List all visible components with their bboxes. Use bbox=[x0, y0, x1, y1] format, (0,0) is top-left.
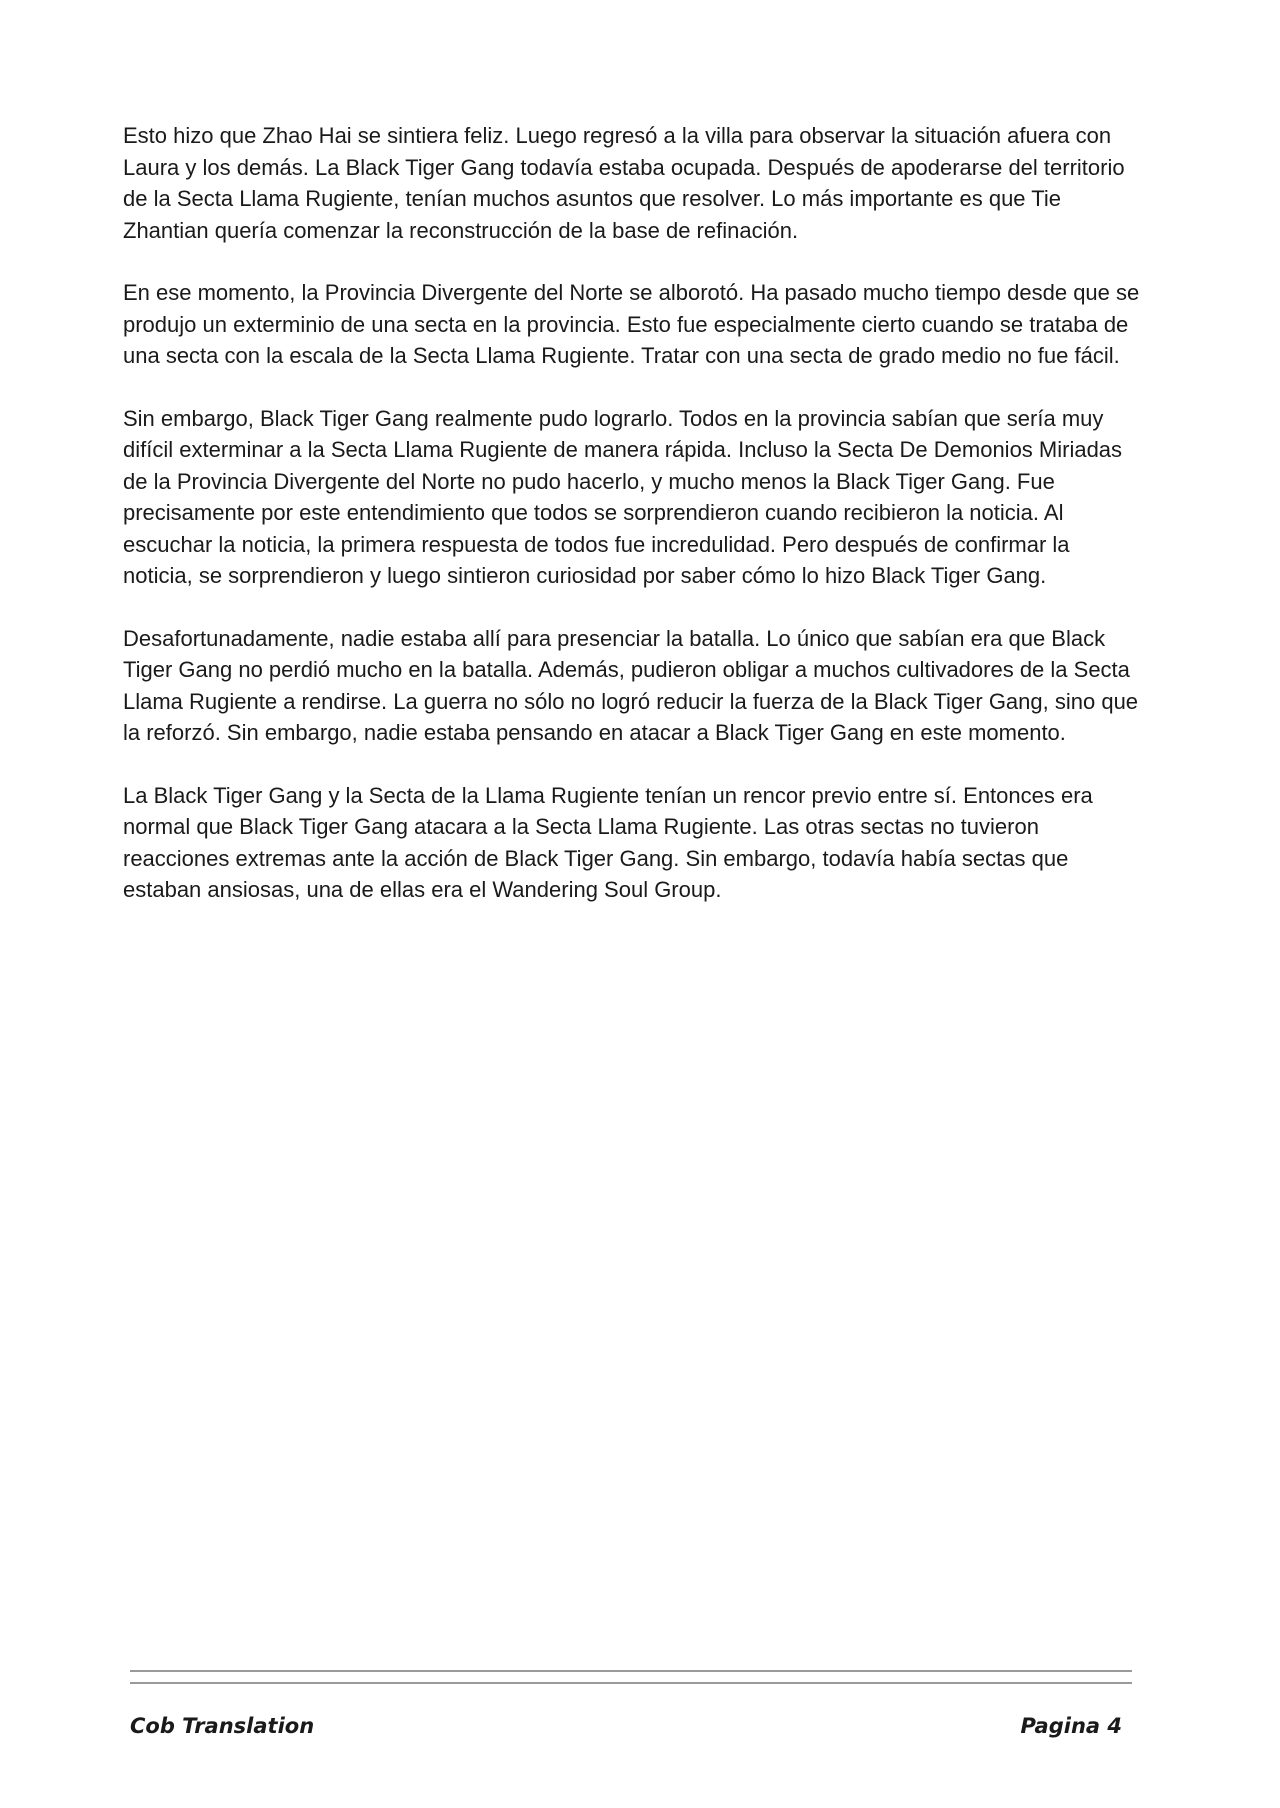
footer-credit: Cob Translation bbox=[130, 1714, 315, 1738]
footer-divider-top bbox=[130, 1670, 1132, 1672]
paragraph-3: Sin embargo, Black Tiger Gang realmente pudo lograrlo. Todos en la provincia sabían que sería muy difícil exterminar a la Secta Llama Rugiente de manera rápida. Incluso la Secta De Demonios Miriadas de la Provincia Divergente del Norte no pudo hacerlo, y mucho menos la Black Tiger Gang. Fue precisamente por este entendimiento que todos se sorprendieron cuando recibieron la noticia. Al escuchar la noticia, la primera respuesta de todos fue incredulidad. Pero después de confirmar la noticia, se sorprendieron y luego sintieron curiosidad por saber cómo lo hizo Black Tiger Gang. bbox=[123, 405, 1123, 588]
paragraph-4: Desafortunadamente, nadie estaba allí para presenciar la batalla. Lo único que sabían era que Black Tiger Gang no perdió mucho en la batalla. Además, pudieron obligar a muchos cultivadores de la Secta Llama Rugiente a rendirse. La guerra no sólo no logró reducir la fuerza de la Black Tiger Gang, sino que la reforzó. Sin embargo, nadie estaba pensando en atacar a Black Tiger Gang en este momento. bbox=[123, 625, 1139, 745]
body-text bbox=[123, 120, 1143, 937]
paragraph-5: La Black Tiger Gang y la Secta de la Llama Rugiente tenían un rencor previo entre sí. Entonces era normal que Black Tiger Gang atacara a la Secta Llama Rugiente. Las otras sectas no tuvieron reacciones extremas ante la acción de Black Tiger Gang. Sin embargo, todavía había sectas que estaban ansiosas, una de ellas era el Wandering Soul Group. bbox=[123, 782, 1093, 902]
paragraph-1: Esto hizo que Zhao Hai se sintiera feliz. Luego regresó a la villa para observar la situación afuera con Laura y los demás. La Black Tiger Gang todavía estaba ocupada. Después de apoderarse del territorio de la Secta Llama Rugiente, tenían muchos asuntos que resolver. Lo más importante es que Tie Zhantian quería comenzar la reconstrucción de la base de refinación. bbox=[123, 123, 1125, 243]
footer-divider-bottom bbox=[130, 1682, 1132, 1684]
paragraph-2: En ese momento, la Provincia Divergente del Norte se alborotó. Ha pasado mucho tiempo desde que se produjo un exterminio de una secta en la provincia. Esto fue especialmente cierto cuando se trataba de una secta con la escala de la Secta Llama Rugiente. Tratar con una secta de grado medio no fue fácil. bbox=[123, 280, 1140, 368]
page-number: Pagina 4 bbox=[1020, 1714, 1122, 1738]
